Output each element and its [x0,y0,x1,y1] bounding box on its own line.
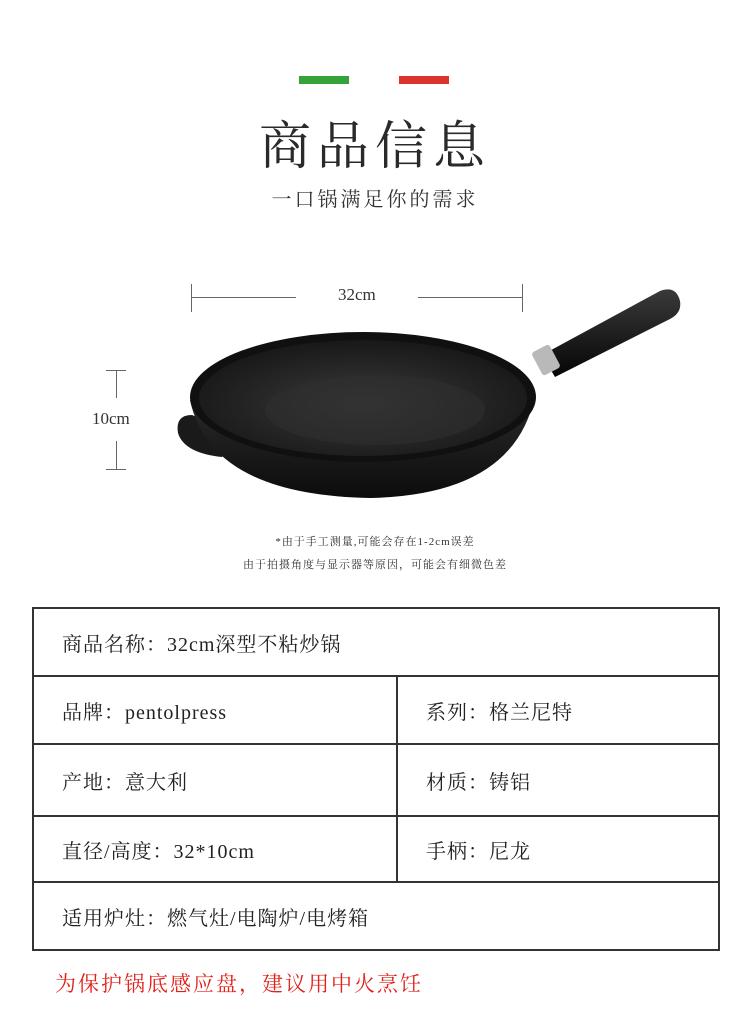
spec-size: 直径/高度：32*10cm [33,816,397,882]
italy-flag-red-bar [399,76,449,84]
table-row [33,608,719,676]
table-row [33,882,719,950]
spec-name: 商品名称：32cm深型不粘炒锅 [33,608,719,676]
spec-table [32,607,720,951]
spec-brand: 品牌：pentolpress [33,676,397,744]
spec-handle: 手柄：尼龙 [397,816,719,882]
height-dimension-bottom-line [116,441,117,469]
spec-series: 系列：格兰尼特 [397,676,719,744]
width-dimension-label: 32cm [338,285,376,304]
cooking-warning: 为保护锅底感应盘，建议用中火烹饪 [55,972,423,996]
page-subtitle: 一口锅满足你的需求 [271,189,479,211]
spec-material: 材质：铸铝 [397,744,719,816]
table-row [33,744,719,816]
height-dimension-label: 10cm [92,409,130,428]
wok-product-image [170,285,690,515]
page-title: 商品信息 [258,119,491,176]
table-row [33,816,719,882]
table-row [33,676,719,744]
height-dimension-top-line [116,370,117,398]
height-dimension-bottom-tick [106,469,126,470]
measurement-note: *由于手工测量,可能会存在1-2cm误差 [275,536,475,548]
italy-flag-green-bar [299,76,349,84]
spec-origin: 产地：意大利 [33,744,397,816]
spec-stoves: 适用炉灶：燃气灶/电陶炉/电烤箱 [33,882,719,950]
color-note: 由于拍摄角度与显示器等原因，可能会有细微色差 [243,559,507,571]
